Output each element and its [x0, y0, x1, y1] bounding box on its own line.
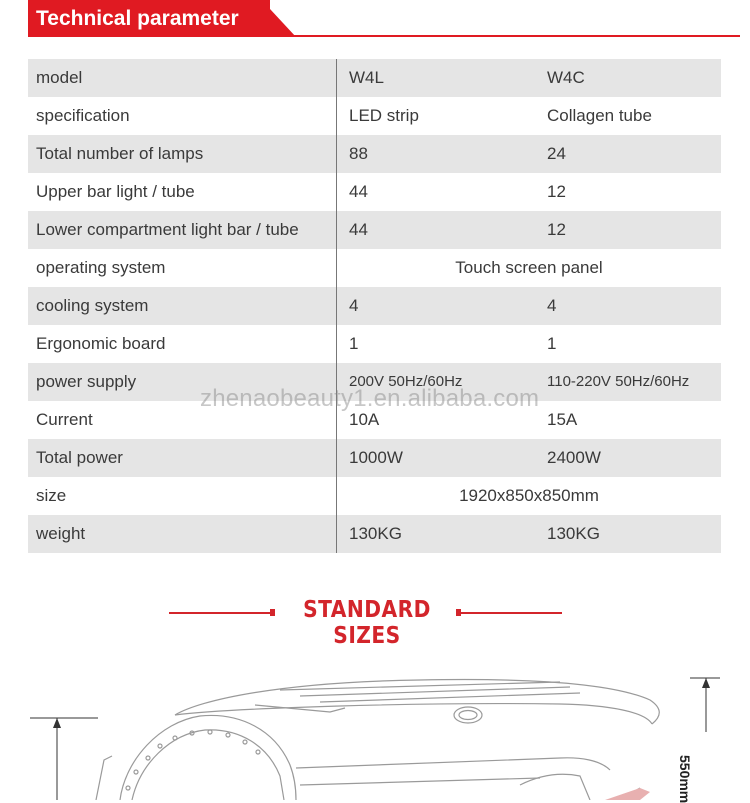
- value-w4l: LED strip: [349, 106, 419, 125]
- value-w4l: 88: [349, 144, 368, 163]
- value-merged: 1920x850x850mm: [459, 486, 599, 505]
- value-w4l: 10A: [349, 410, 380, 429]
- heading-rule-left: [169, 612, 273, 614]
- row-label: operating system: [36, 258, 166, 277]
- table-row: [28, 477, 721, 515]
- table-row: [28, 173, 721, 211]
- table-row: [28, 135, 721, 173]
- sizes-heading: STANDARD SIZES: [303, 597, 431, 649]
- row-label: Upper bar light / tube: [36, 182, 195, 201]
- solarium-drawing: [0, 660, 750, 800]
- section-header: [28, 0, 740, 37]
- value-w4c: 12: [547, 182, 566, 201]
- value-w4l: 1000W: [349, 448, 403, 467]
- value-w4l: 130KG: [349, 524, 402, 543]
- value-w4c: 110-220V 50Hz/60Hz: [547, 373, 690, 390]
- row-label: weight: [36, 524, 86, 543]
- table-row: [28, 287, 721, 325]
- watermark: zhenaobeauty1.en.alibaba.com: [200, 385, 540, 412]
- row-label: Total power: [36, 448, 123, 467]
- value-w4c: 4: [547, 296, 557, 315]
- value-w4l: 44: [349, 220, 368, 239]
- value-w4c: Collagen tube: [547, 106, 652, 125]
- table-row: [28, 515, 721, 553]
- row-label: power supply: [36, 372, 137, 391]
- value-w4c: W4C: [547, 68, 585, 87]
- row-label: Lower compartment light bar / tube: [36, 220, 299, 239]
- value-w4l: 44: [349, 182, 368, 201]
- value-w4l: W4L: [349, 68, 384, 87]
- spec-table: [28, 59, 721, 553]
- heading-rule-right: [459, 612, 562, 614]
- section-title: Technical parameter: [28, 0, 270, 37]
- value-w4c: 24: [547, 144, 566, 163]
- row-label: cooling system: [36, 296, 149, 315]
- height-dimension-label: 550mm: [677, 755, 693, 803]
- row-label: Ergonomic board: [36, 334, 166, 353]
- table-row: [28, 211, 721, 249]
- value-merged: Touch screen panel: [455, 258, 603, 277]
- row-label: Current: [36, 410, 93, 429]
- table-row: [28, 59, 721, 97]
- value-w4l: 1: [349, 334, 359, 353]
- table-row: [28, 439, 721, 477]
- table-row: [28, 97, 721, 135]
- heading-marker-left: [270, 609, 275, 616]
- table-row: [28, 325, 721, 363]
- value-w4c: 15A: [547, 410, 578, 429]
- row-label: specification: [36, 106, 130, 125]
- value-w4c: 1: [547, 334, 557, 353]
- row-label: model: [36, 68, 83, 87]
- value-w4l: 4: [349, 296, 359, 315]
- value-w4c: 130KG: [547, 524, 600, 543]
- value-w4c: 2400W: [547, 448, 601, 467]
- column-divider: [336, 59, 337, 553]
- row-label: size: [36, 486, 67, 505]
- value-w4c: 12: [547, 220, 566, 239]
- row-label: Total number of lamps: [36, 144, 204, 163]
- value-w4l: 200V 50Hz/60Hz: [349, 373, 463, 390]
- table-row: [28, 249, 721, 287]
